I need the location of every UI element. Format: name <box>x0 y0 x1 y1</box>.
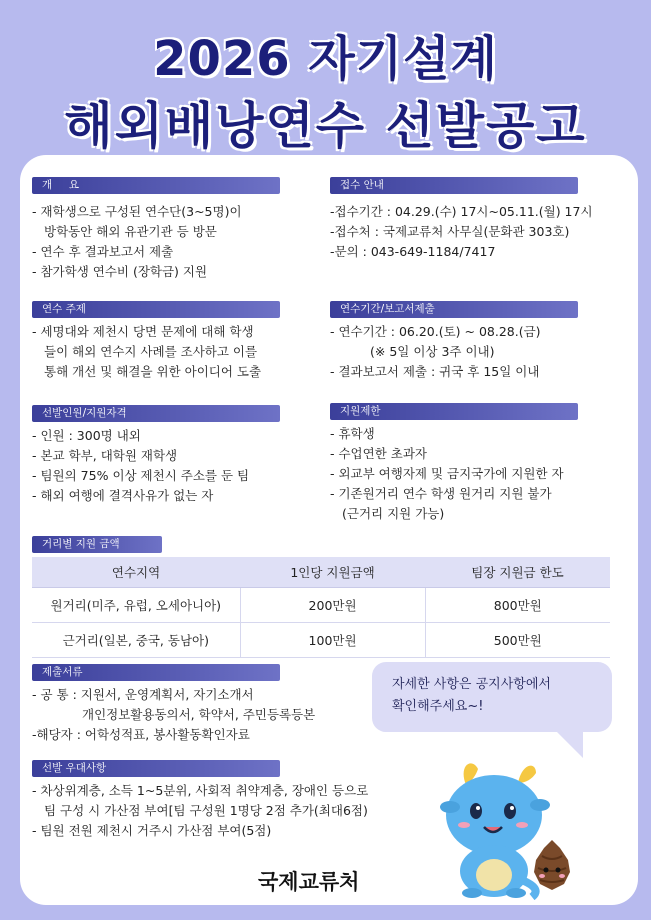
eligibility-section <box>32 405 280 506</box>
title-line-1: 2026 자기설계 <box>153 31 498 87</box>
bubble-line: 자세한 사항은 공지사항에서 <box>392 677 551 692</box>
restriction-line: - 외교부 여행자제 및 금지국가에 지원한 자 <box>330 466 564 481</box>
topic-line: 들이 해외 연수지 사례를 조사하고 이를 <box>44 344 258 359</box>
documents-line: 개인정보활용동의서, 학약서, 주민등록등본 <box>82 707 316 722</box>
table-header-cell: 1인당 지원금액 <box>240 557 425 588</box>
table-cell: 근거리(일본, 중국, 동남아) <box>32 623 240 658</box>
eligibility-line: - 팀원의 75% 이상 제천시 주소를 둔 팀 <box>32 468 250 483</box>
application-line: -문의 : 043-649-1184/7417 <box>330 244 496 259</box>
pinecone-character-icon <box>528 836 576 894</box>
documents-line: - 공 통 : 지원서, 운영계획서, 자기소개서 <box>32 687 254 702</box>
preference-line: 팀 구성 시 가산점 부여[팀 구성원 1명당 2점 추가(최대6점) <box>44 803 368 818</box>
preference-line: - 팀원 전원 제천시 거주시 가산점 부여(5점) <box>32 823 272 838</box>
application-section <box>330 177 593 262</box>
overview-line: - 재학생으로 구성된 연수단(3~5명)이 <box>32 204 242 219</box>
restriction-section <box>330 403 578 524</box>
preference-line: - 차상위계층, 소득 1~5분위, 사회적 취약계층, 장애인 등으로 <box>32 783 369 798</box>
topic-line: 통해 개선 및 해결을 위한 아이디어 도출 <box>44 364 262 379</box>
preference-heading: 선발 우대사항 <box>32 760 280 777</box>
eligibility-line: - 해외 여행에 결격사유가 없는 자 <box>32 488 214 503</box>
restriction-heading: 지원제한 <box>330 403 578 420</box>
period-line: (※ 5일 이상 3주 이내) <box>370 344 495 359</box>
topic-heading: 연수 주제 <box>32 301 280 318</box>
overview-line: 방학동안 해외 유관기관 등 방문 <box>44 224 217 239</box>
period-section <box>330 301 578 382</box>
table-header-row <box>32 557 610 588</box>
period-line: - 연수기간 : 06.20.(토) ~ 08.28.(금) <box>330 324 541 339</box>
organization-name: 국제교류처 <box>258 870 360 894</box>
table-row <box>32 623 610 658</box>
topic-section <box>32 301 280 382</box>
overview-line: - 연수 후 결과보고서 제출 <box>32 244 174 259</box>
bubble-line: 확인해주세요~! <box>392 699 484 714</box>
application-heading: 접수 안내 <box>330 177 578 194</box>
period-line: - 결과보고서 제출 : 귀국 후 15일 이내 <box>330 364 540 379</box>
funding-section <box>32 536 162 553</box>
restriction-line: - 기존원거리 연수 학생 원거리 지원 불가 <box>330 486 552 501</box>
speech-bubble <box>372 662 612 732</box>
table-cell: 800만원 <box>425 588 610 623</box>
funding-table <box>32 557 610 658</box>
application-line: -접수처 : 국제교류처 사무실(문화관 303호) <box>330 224 570 239</box>
funding-heading: 거리별 지원 금액 <box>32 536 162 553</box>
table-cell: 500만원 <box>425 623 610 658</box>
topic-line: - 세명대와 제천시 당면 문제에 대해 학생 <box>32 324 254 339</box>
table-row <box>32 588 610 623</box>
period-heading: 연수기간/보고서제출 <box>330 301 578 318</box>
documents-line: -해당자 : 어학성적표, 봉사활동확인자료 <box>32 727 250 742</box>
preference-section <box>32 760 368 841</box>
documents-section <box>32 664 315 745</box>
application-line: -접수기간 : 04.29.(수) 17시~05.11.(월) 17시 <box>330 204 593 219</box>
documents-heading: 제출서류 <box>32 664 280 681</box>
table-cell: 100만원 <box>240 623 425 658</box>
restriction-line: (근거리 지원 가능) <box>342 506 445 521</box>
title-line-2: 해외배낭연수 선발공고 <box>64 97 587 155</box>
restriction-line: - 수업연한 초과자 <box>330 446 427 461</box>
overview-heading: 개 요 <box>32 177 280 194</box>
table-header-cell: 연수지역 <box>32 557 240 588</box>
table-header-cell: 팀장 지원금 한도 <box>425 557 610 588</box>
speech-bubble-tail <box>555 730 583 758</box>
overview-section <box>32 177 280 282</box>
eligibility-line: - 인원 : 300명 내외 <box>32 428 141 443</box>
restriction-line: - 휴학생 <box>330 426 375 441</box>
table-cell: 200만원 <box>240 588 425 623</box>
overview-line: - 참가학생 연수비 (장학금) 지원 <box>32 264 208 279</box>
eligibility-line: - 본교 학부, 대학원 재학생 <box>32 448 178 463</box>
table-cell: 원거리(미주, 유럽, 오세아니아) <box>32 588 240 623</box>
eligibility-heading: 선발인원/지원자격 <box>32 405 280 422</box>
